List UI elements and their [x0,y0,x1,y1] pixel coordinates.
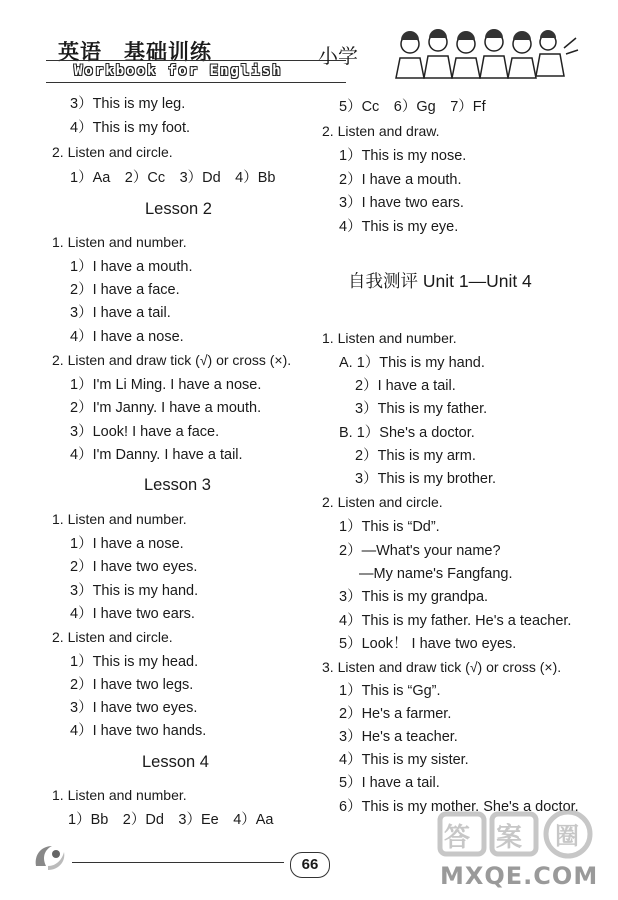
svg-text:圈: 圈 [555,822,579,850]
children-illustration-icon [380,28,580,84]
list-item: 1）I have a nose. [70,536,184,552]
list-item: 3）This is my father. [355,401,488,417]
svg-text:案: 案 [496,823,523,853]
question-heading: 1. Listen and number. [52,511,187,527]
list-item: B. 1）She's a doctor. [339,425,475,441]
question-heading: 2. Listen and circle. [52,144,173,160]
question-heading: 1. Listen and number. [52,234,187,250]
list-item: 2）I have a mouth. [339,172,462,188]
list-item: 5）Look！ I have two eyes. [339,636,517,652]
question-heading: 1. Listen and number. [52,787,187,803]
list-item: 2）I have two eyes. [70,559,198,575]
footer-rule [72,862,284,863]
page-number: 66 [290,852,330,878]
header-rule-bottom [46,82,346,83]
section-heading: 自我测评 Unit 1—Unit 4 [348,271,532,291]
list-item: 2）I have a tail. [355,378,456,394]
list-item: 4）I have two ears. [70,606,195,622]
list-item: 1）This is “Gg”. [339,683,441,699]
list-item: 5）I have a tail. [339,775,440,791]
list-item: 3）This is my brother. [355,471,497,487]
list-item: 4）This is my foot. [70,120,191,136]
footer-logo-icon [30,840,70,874]
list-item: 5）Cc 6）Gg 7）Ff [339,99,486,115]
list-item: 3）I have two ears. [339,195,464,211]
list-item: 2）This is my arm. [355,448,476,464]
list-item: 2）I'm Janny. I have a mouth. [70,400,262,416]
question-heading: 2. Listen and draw tick (√) or cross (×). [52,352,292,368]
svg-text:答: 答 [444,823,471,853]
list-item: —My name's Fangfang. [359,566,513,582]
question-heading: 2. Listen and circle. [322,494,443,510]
list-item: 1）This is “Dd”. [339,519,440,535]
list-item: 4）I'm Danny. I have a tail. [70,447,243,463]
list-item: 3）This is my hand. [70,583,199,599]
header-rule-top [46,60,346,61]
list-item: 3）This is my leg. [70,96,186,112]
lesson-heading: Lesson 2 [145,200,212,218]
list-item: 1）I have a mouth. [70,259,193,275]
list-item: 3）I have two eyes. [70,700,198,716]
list-item: 4）I have two hands. [70,723,207,739]
list-item: 2）—What's your name? [339,543,501,559]
list-item: 2）I have a face. [70,282,180,298]
book-subtitle: Workbook for English [74,63,283,79]
question-heading: 3. Listen and draw tick (√) or cross (×). [322,659,562,675]
question-heading: 1. Listen and number. [322,330,457,346]
list-item: 1）I'm Li Ming. I have a nose. [70,377,262,393]
list-item: 1）This is my nose. [339,148,467,164]
list-item: 2）He's a farmer. [339,706,452,722]
lesson-heading: Lesson 3 [144,476,211,494]
list-item: 2）I have two legs. [70,677,194,693]
page-header [0,0,618,92]
list-item: 3）Look! I have a face. [70,424,220,440]
watermark-text: MXQE.COM [440,862,599,890]
book-title: 英语 基础训练 [58,40,212,64]
list-item: 1）Aa 2）Cc 3）Dd 4）Bb [70,170,276,186]
list-item: 4）This is my father. He's a teacher. [339,613,572,629]
lesson-heading: Lesson 4 [142,753,209,771]
list-item: 6）This is my mother. She's a doctor. [339,799,579,815]
list-item: 4）This is my eye. [339,219,459,235]
list-item: 4）This is my sister. [339,752,469,768]
list-item: 1）This is my head. [70,654,199,670]
list-item: 3）This is my grandpa. [339,589,489,605]
question-heading: 2. Listen and circle. [52,629,173,645]
list-item: 1）Bb 2）Dd 3）Ee 4）Aa [68,812,274,828]
list-item: A. 1）This is my hand. [339,355,485,371]
list-item: 4）I have a nose. [70,329,184,345]
list-item: 3）He's a teacher. [339,729,458,745]
list-item: 3）I have a tail. [70,305,171,321]
question-heading: 2. Listen and draw. [322,123,440,139]
grade-label: 小学 [318,44,358,68]
